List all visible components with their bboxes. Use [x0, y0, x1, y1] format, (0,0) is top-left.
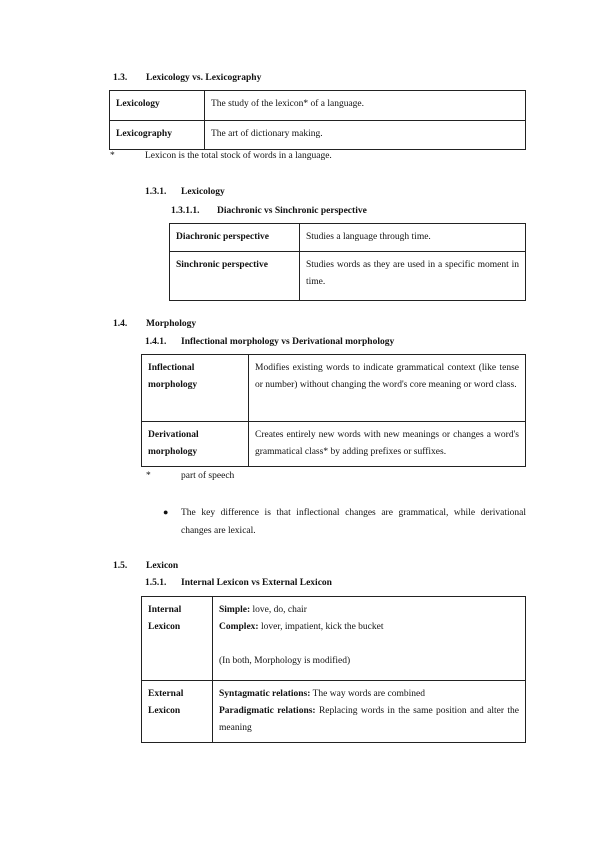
table-cell-term: Diachronic perspective — [170, 224, 300, 252]
table-cell-term — [142, 681, 213, 743]
syntagmatic-label: Syntagmatic relations: — [219, 689, 311, 699]
section-title: Internal Lexicon vs External Lexicon — [181, 578, 332, 588]
complex-label: Complex: — [219, 622, 259, 632]
table-row — [170, 252, 526, 301]
section-title: Lexicon — [146, 561, 179, 571]
table-cell-term: Lexicography — [110, 121, 205, 150]
footnote-text: Lexicon is the total stock of words in a language. — [145, 151, 332, 161]
section-title: Lexicology vs. Lexicography — [146, 73, 262, 83]
table-cell-definition: The study of the lexicon* of a language. — [205, 91, 526, 121]
paradigmatic-line — [219, 703, 519, 737]
table-cell-term: Lexicology — [110, 91, 205, 121]
simple-line — [219, 602, 519, 619]
table-row — [110, 121, 526, 150]
table-cell-term: Sinchronic perspective — [170, 252, 300, 301]
complex-line — [219, 619, 519, 636]
table-cell-term: Derivational morphology — [142, 422, 249, 467]
term-external-lexicon: External Lexicon — [148, 689, 184, 716]
simple-label: Simple: — [219, 605, 251, 615]
table-cell-definition — [213, 681, 526, 743]
complex-text: lover, impatient, kick the bucket — [258, 622, 384, 632]
section-number: 1.5.1. — [145, 578, 167, 588]
table-row — [142, 422, 526, 467]
bullet-text: The key difference is that inflectional changes are grammatical, while derivational changes are lexical. — [181, 508, 526, 536]
section-number: 1.3.1.1. — [171, 206, 200, 216]
table-cell-definition: Studies a language through time. — [300, 224, 526, 252]
table-row — [170, 224, 526, 252]
section-number: 1.3.1. — [145, 187, 167, 197]
table-row — [142, 681, 526, 743]
footnote-marker: * — [146, 471, 151, 481]
section-title: Morphology — [146, 319, 197, 329]
table-row — [142, 355, 526, 422]
morphology-note: (In both, Morphology is modified) — [219, 656, 351, 666]
term-internal-lexicon: Internal Lexicon — [148, 605, 182, 632]
section-number: 1.4.1. — [145, 337, 167, 347]
lexicology-lexicography-table — [109, 90, 526, 150]
table-row — [142, 597, 526, 681]
paradigmatic-text: Replacing words in the same position and alter the meaning — [219, 706, 519, 733]
table-cell-definition: The art of dictionary making. — [205, 121, 526, 150]
table-cell-definition — [213, 597, 526, 681]
inflectional-derivational-table — [141, 354, 526, 467]
bullet-icon: ● — [163, 507, 169, 517]
syntagmatic-text: The way words are combined — [310, 689, 425, 699]
table-row — [110, 91, 526, 121]
section-number: 1.4. — [113, 319, 128, 329]
table-cell-term — [142, 597, 213, 681]
section-title: Diachronic vs Sinchronic perspective — [217, 206, 367, 216]
footnote-text: part of speech — [181, 471, 235, 481]
table-cell-definition: Creates entirely new words with new meanings or changes a word's grammatical class* by adding prefixes or suffixes. — [249, 422, 526, 467]
section-number: 1.5. — [113, 561, 128, 571]
section-title: Inflectional morphology vs Derivational morphology — [181, 337, 395, 347]
table-cell-definition: Modifies existing words to indicate grammatical context (like tense or number) without changing the word's core meaning or word class. — [249, 355, 526, 422]
table-cell-definition: Studies words as they are used in a specific moment in time. — [300, 252, 526, 301]
table-cell-term: Inflectional morphology — [142, 355, 249, 422]
section-title: Lexicology — [181, 187, 225, 197]
syntagmatic-line — [219, 686, 519, 703]
section-number: 1.3. — [113, 73, 128, 83]
simple-text: love, do, chair — [250, 605, 307, 615]
internal-external-lexicon-table — [141, 596, 526, 743]
paradigmatic-label: Paradigmatic relations: — [219, 706, 316, 716]
diachronic-synchronic-table — [169, 223, 526, 301]
footnote-marker: * — [110, 151, 115, 161]
